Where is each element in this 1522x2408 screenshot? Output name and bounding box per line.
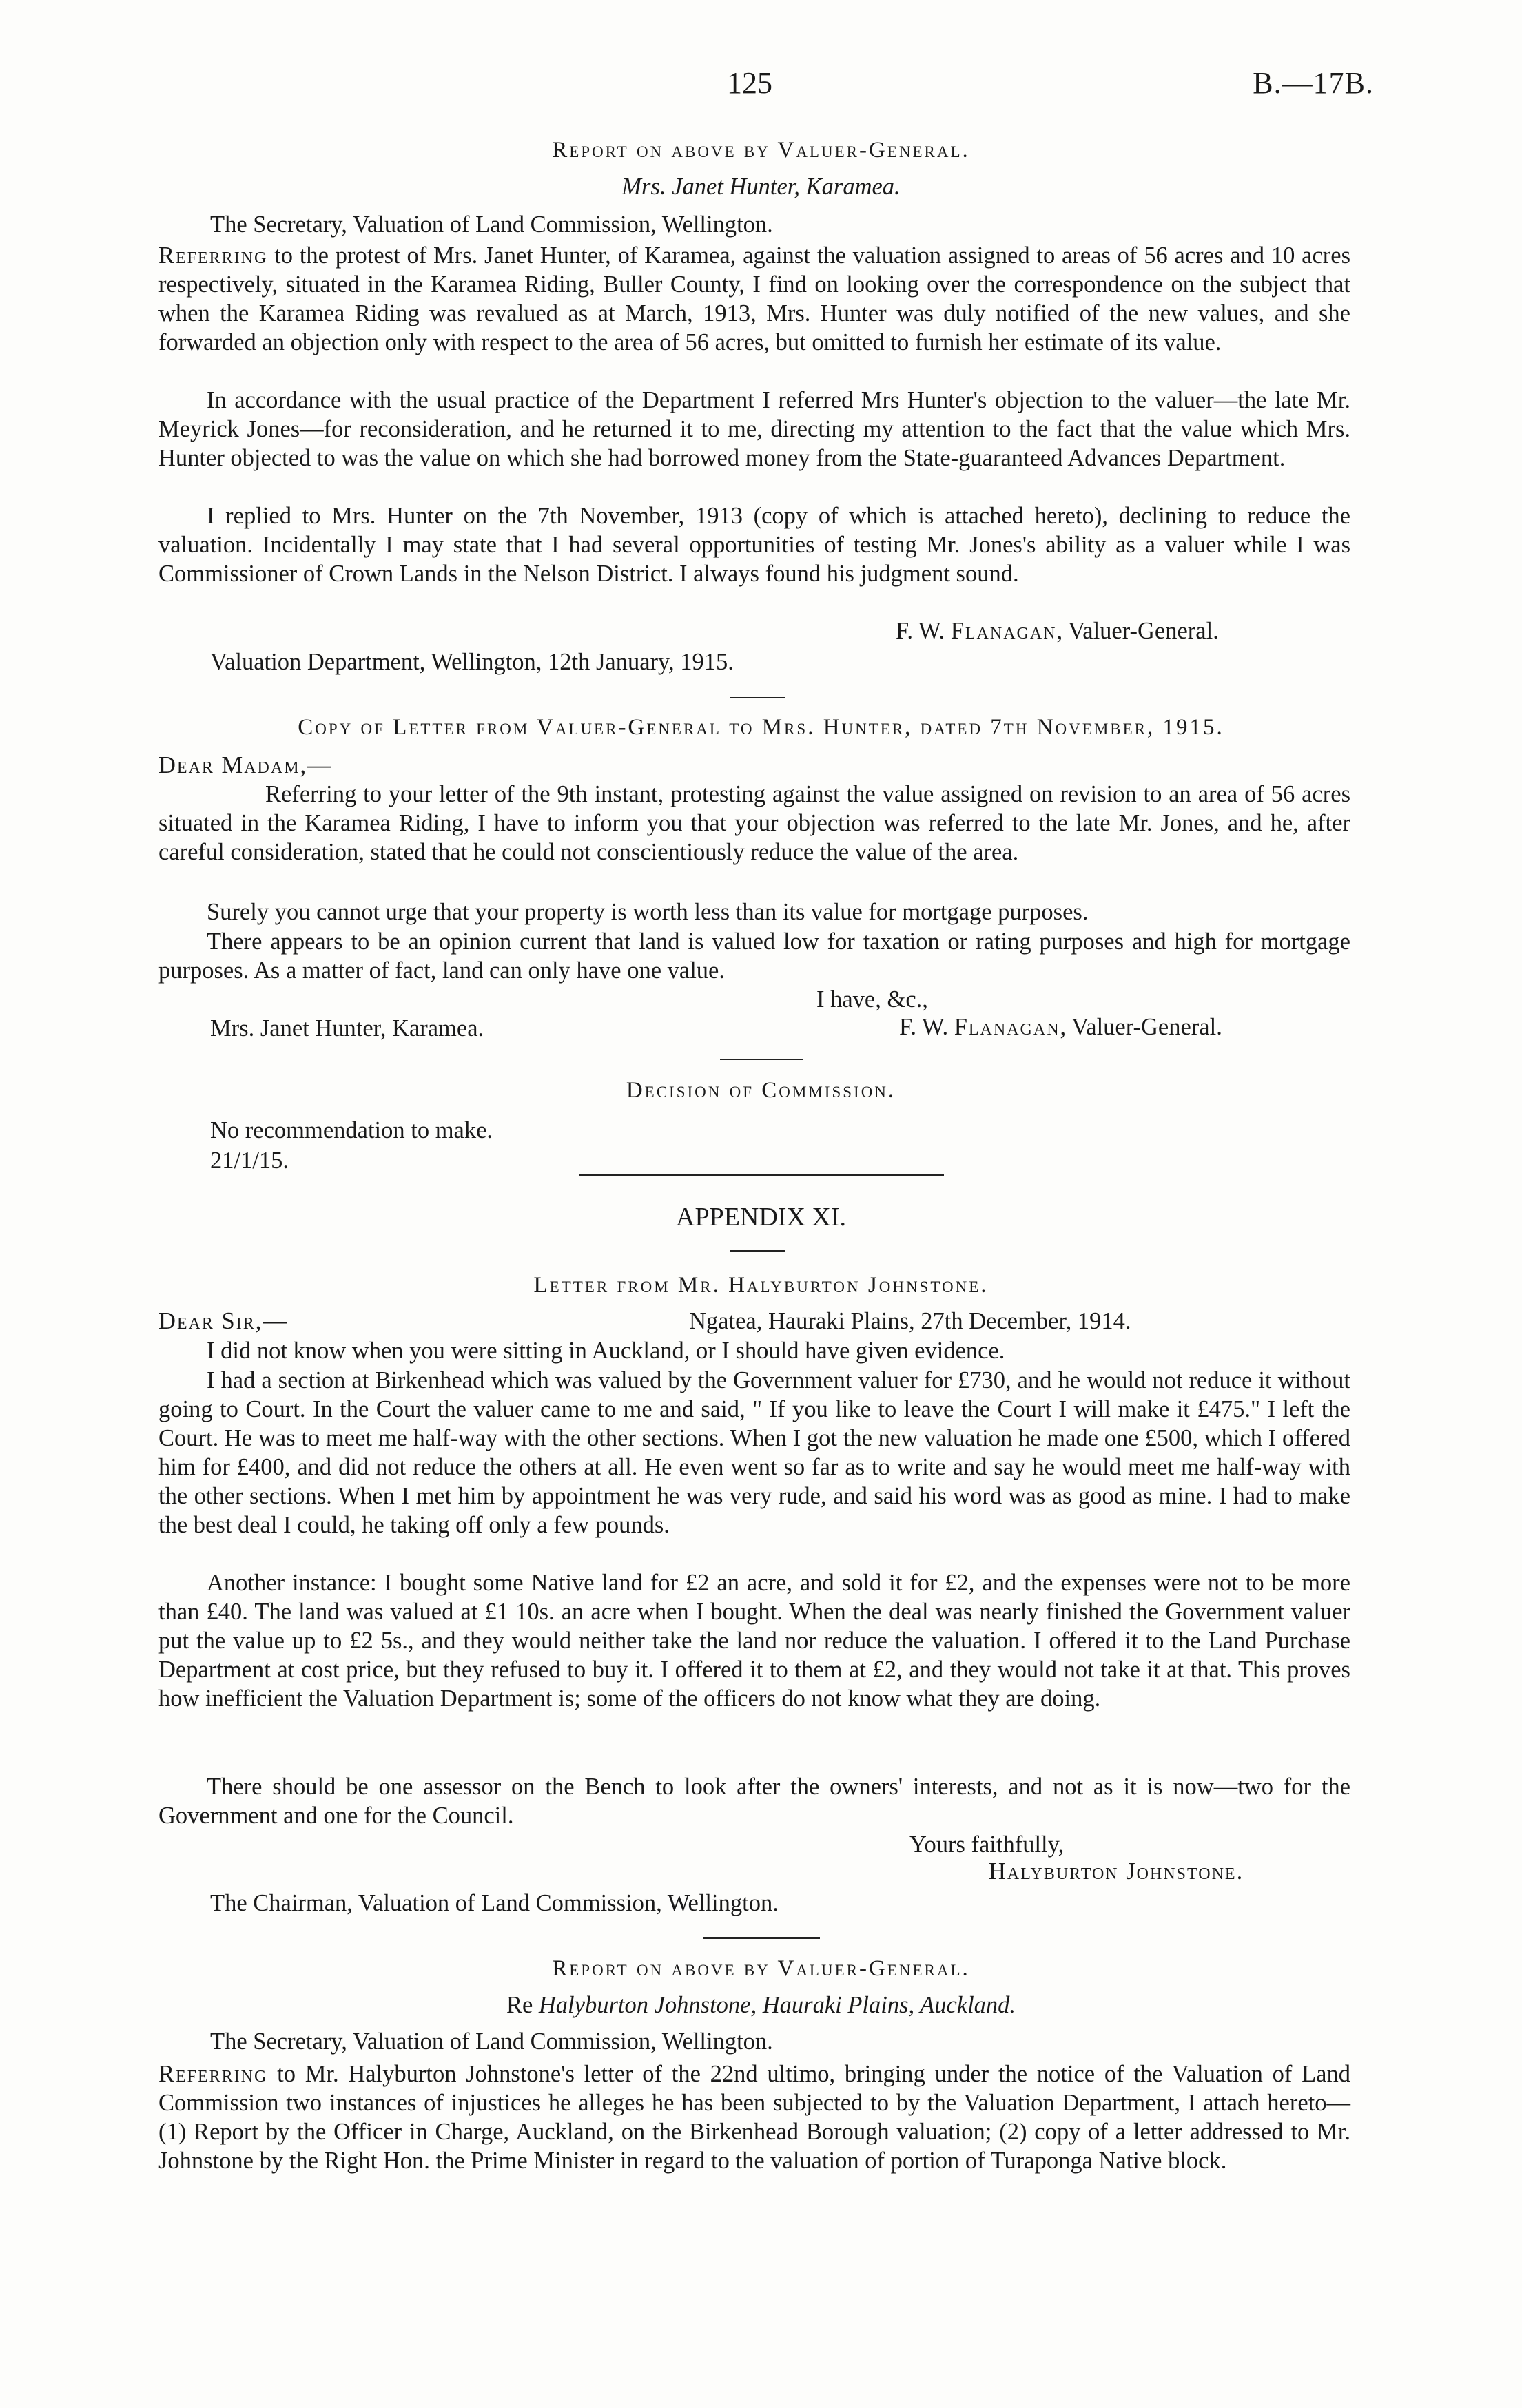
section1-paragraph-1 bbox=[158, 241, 1350, 357]
page-number: 125 bbox=[727, 66, 772, 100]
section2-paragraph-2: Surely you cannot urge that your property is worth less than its value for mortgage purposes. bbox=[207, 899, 1089, 925]
section1-dateline: Valuation Department, Wellington, 12th January, 1915. bbox=[210, 649, 734, 675]
section2-closing: I have, &c., bbox=[816, 986, 928, 1013]
section1-heading: Report on above by Valuer-General. bbox=[552, 138, 970, 163]
appendix-paragraph-4: There should be one assessor on the Bench to look after the owners' interests, and not as it is now—two for the Government and one for the Council. bbox=[158, 1774, 1350, 1829]
signature-initials: F. W. bbox=[899, 1014, 949, 1040]
section4-lead-word: Referring bbox=[158, 2061, 268, 2087]
section2-paragraph-3: There appears to be an opinion current that land is valued low for taxation or rating purposes and high for mortgage purposes. As a matter of fact, land can only have one value. bbox=[158, 928, 1350, 984]
appendix-heading: Letter from Mr. Halyburton Johnstone. bbox=[533, 1273, 989, 1298]
section1-addressee: The Secretary, Valuation of Land Commission, Wellington. bbox=[210, 211, 773, 238]
section4-heading: Report on above by Valuer-General. bbox=[552, 1956, 970, 1981]
section4-subheading-text: Halyburton Johnstone, Hauraki Plains, Auckland. bbox=[538, 1992, 1016, 2018]
signature-name: Flanagan bbox=[954, 1014, 1060, 1040]
decision-text: No recommendation to make. bbox=[210, 1117, 493, 1143]
appendix-title: APPENDIX XI. bbox=[676, 1203, 846, 1232]
appendix-paragraph-1: I did not know when you were sitting in Auckland, or I should have given evidence. bbox=[207, 1338, 1005, 1364]
signature-initials: F. W. bbox=[896, 618, 945, 644]
appendix-signature: Halyburton Johnstone. bbox=[989, 1858, 1244, 1885]
decision-heading: Decision of Commission. bbox=[626, 1078, 896, 1103]
section4-addressee: The Secretary, Valuation of Land Commission, Wellington. bbox=[210, 2028, 773, 2055]
section1-p1-text: to the protest of Mrs. Janet Hunter, of Karamea, against the valuation assigned to areas of 56 acres and 10 acres respectively, situated in the Karamea Riding, Buller County, I find on looking over the correspondence on the subject that when the Karamea Riding was revalued as at March, 1913, Mrs. Hunter was duly notified of the new values, and she forwarded an objection only with respect to the area of 56 acres, but omitted to furnish her estimate of its value. bbox=[158, 242, 1350, 355]
decision-date: 21/1/15. bbox=[210, 1148, 289, 1174]
section4-p1-text: to Mr. Halyburton Johnstone's letter of the 22nd ultimo, bringing under the notice of the Valuation of Land Commission two instances of injustices he alleges he has been subjected to by the Valuation Department, I attach hereto—(1) Report by the Officer in Charge, Auckland, on the Birkenhead Borough valuation; (2) copy of a letter addressed to Mr. Johnstone by the Right Hon. the Prime Minister in regard to the valuation of portion of Turaponga Native block. bbox=[158, 2061, 1350, 2174]
section2-paragraph-1: Referring to your letter of the 9th instant, protesting against the value assigned on revision to an area of 56 acres situated in the Karamea Riding, I have to inform you that your objection was referred to the late Mr. Jones, and he, after careful consideration, stated that he could not conscientiously reduce the value of the area. bbox=[158, 781, 1350, 865]
divider bbox=[703, 1937, 820, 1939]
section4-paragraph-1 bbox=[158, 2059, 1350, 2175]
section2-salutation: Dear Madam,— bbox=[158, 752, 333, 778]
section1-paragraph-2: In accordance with the usual practice of the Department I referred Mrs Hunter's objection to the valuer—the late Mr. Meyrick Jones—for reconsideration, and he returned it to me, directing my attention to the fact that the value which Mrs. Hunter objected to was the value on which she had borrowed money from the State-guaranteed Advances Department. bbox=[158, 387, 1350, 471]
signature-title: , Valuer-General. bbox=[1056, 618, 1219, 644]
signature-title: , Valuer-General. bbox=[1060, 1014, 1222, 1040]
divider bbox=[730, 1250, 785, 1252]
section2-recipient: Mrs. Janet Hunter, Karamea. bbox=[210, 1015, 484, 1041]
appendix-paragraph-3: Another instance: I bought some Native land for £2 an acre, and sold it for £2, and the expenses were not to be more than £40. The land was valued at £1 10s. an acre when I bought. When the deal was nearly finished the Government valuer put the value up to £2 5s., and they would neither take the land nor reduce the valuation. I offered it to the Land Purchase Department at cost price, but they refused to buy it. I offered it to them at £2, and they would not take it at that. This proves how inefficient the Valuation Department is; some of the officers do not know what they are doing. bbox=[158, 1570, 1350, 1712]
signature-name: Flanagan bbox=[950, 618, 1057, 644]
section2-heading: Copy of Letter from Valuer-General to Mrs. Hunter, dated 7th November, 1915. bbox=[298, 715, 1224, 740]
appendix-addressee: The Chairman, Valuation of Land Commission, Wellington. bbox=[210, 1890, 779, 1916]
section1-signature bbox=[896, 618, 1219, 645]
section2-signature bbox=[899, 1014, 1222, 1041]
section1-subheading: Mrs. Janet Hunter, Karamea. bbox=[621, 174, 901, 200]
appendix-closing: Yours faithfully, bbox=[909, 1831, 1065, 1858]
document-reference: B.—17B. bbox=[1253, 66, 1374, 100]
divider bbox=[720, 1059, 803, 1060]
appendix-salutation: Dear Sir,— bbox=[158, 1308, 288, 1334]
section4-subheading bbox=[0, 1991, 1522, 2020]
appendix-paragraph-2: I had a section at Birkenhead which was valued by the Government valuer for £730, and he would not reduce it without going to Court. In the Court the valuer came to me and said, " If you like to leave the Court I will make it £475." I left the Court. He was to meet me half-way with the other sections. When I got the new valuation he made one £500, which I offered him for £400, and did not reduce the others at all. He even went so far as to write and say he would meet me half-way with the other sections. When I met him by appointment he was very rude, and said his word was as good as mine. I had to make the best deal I could, he taking off only a few pounds. bbox=[158, 1367, 1350, 1538]
section4-subheading-prefix: Re bbox=[506, 1992, 539, 2018]
section1-lead-word: Referring bbox=[158, 242, 268, 269]
divider bbox=[579, 1174, 944, 1176]
divider bbox=[730, 697, 785, 698]
appendix-address: Ngatea, Hauraki Plains, 27th December, 1914. bbox=[689, 1308, 1131, 1334]
section1-paragraph-3: I replied to Mrs. Hunter on the 7th November, 1913 (copy of which is attached hereto), declining to reduce the valuation. Incidentally I may state that I had several opportunities of testing Mr. Jones's ability as a valuer while I was Commissioner of Crown Lands in the Nelson District. I always found his judgment sound. bbox=[158, 503, 1350, 587]
